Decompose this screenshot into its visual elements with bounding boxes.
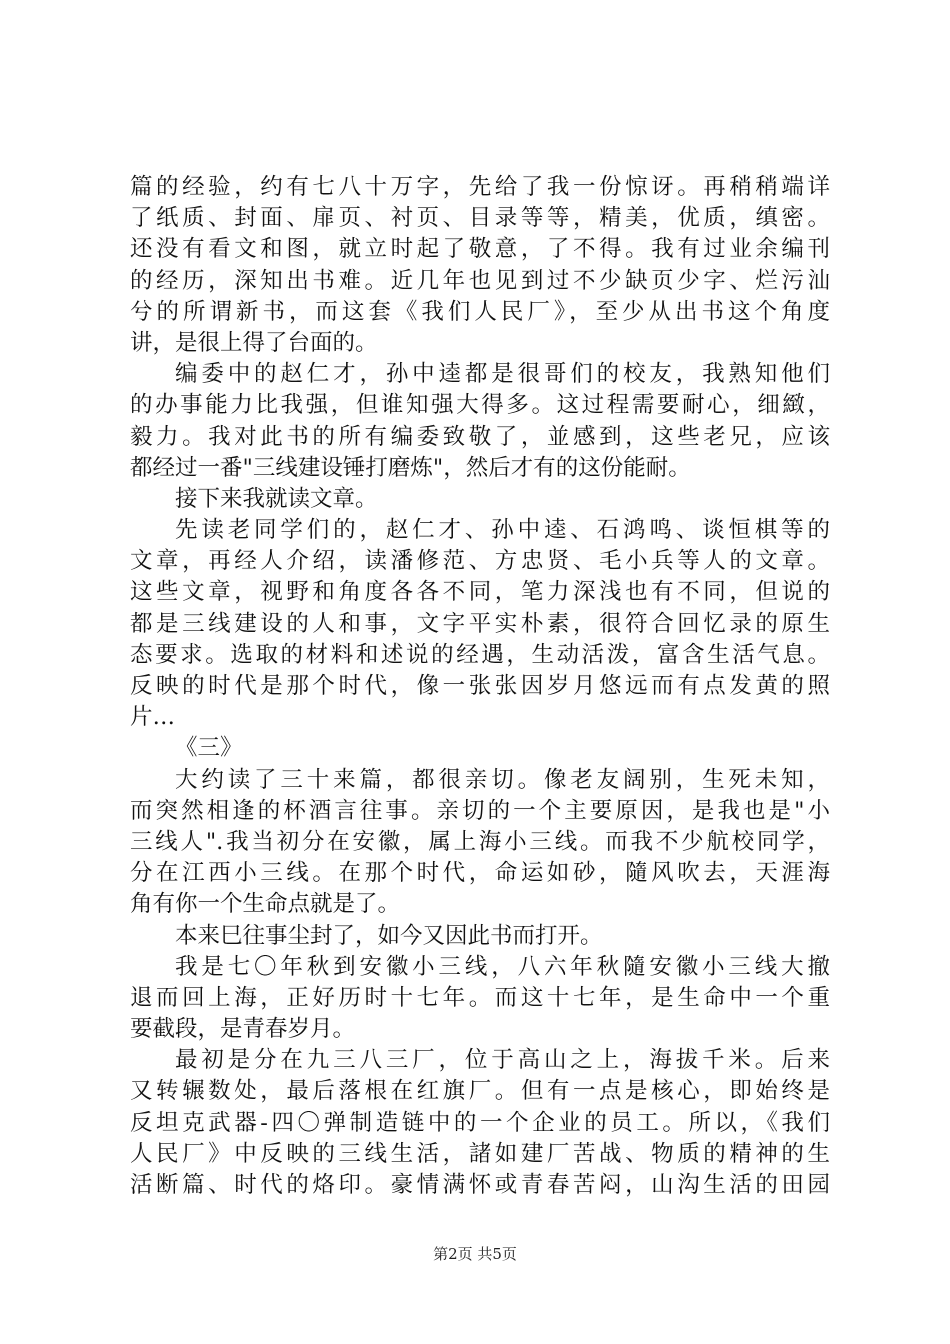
text-line: 还没有看文和图，就立时起了敬意，了不得。我有过业余编刊 (130, 236, 830, 263)
text-line: 又转辗数处，最后落根在红旗厂。但有一点是核心，即始终是 (130, 1078, 830, 1105)
text-line: 文章，再经人介绍，读潘修范、方忠贤、毛小兵等人的文章。 (130, 548, 830, 575)
text-line: 大约读了三十来篇，都很亲切。像老友阔别，生死未知， (175, 766, 830, 793)
text-line: 编委中的赵仁才，孙中逵都是很哥们的校友，我熟知他们 (175, 361, 830, 388)
text-line: 都是三线建设的人和事，文字平实朴素，很符合回忆录的原生 (130, 610, 830, 637)
text-line: 《三》 (175, 735, 243, 762)
text-line: 态要求。选取的材料和述说的经遇，生动活泼，富含生活气息。 (130, 641, 830, 668)
text-line: 篇的经验，约有七八十万字，先给了我一份惊讶。再稍稍端详 (130, 174, 830, 200)
page-footer: 第2页 共5页 (433, 1245, 517, 1263)
text-line: 兮的所谓新书，而这套《我们人民厂》，至少从出书这个角度 (130, 298, 830, 325)
text-line: 我是七〇年秋到安徽小三线，八六年秋隨安徽小三线大撤 (175, 953, 830, 980)
text-line: 讲，是很上得了台面的。 (130, 329, 378, 356)
body-text (130, 172, 830, 1201)
text-line: 片… (130, 704, 176, 731)
text-line: 毅力。我对此书的所有编委致敬了，並感到，这些老兄，应该 (130, 423, 830, 450)
text-line: 人民厂》中反映的三线生活，諸如建厂苦战、物质的精神的生 (130, 1140, 830, 1167)
text-line: 角有你一个生命点就是了。 (130, 891, 401, 918)
text-line: 了纸质、封面、扉页、衬页、目录等等，精美，优质，缜密。 (130, 205, 830, 232)
text-line: 都经过一番"三线建设锤打磨炼"，然后才有的这份能耐。 (130, 454, 691, 481)
text-line: 先读老同学们的，赵仁才、孙中逵、石鸿鸣、谈恒棋等的 (175, 517, 830, 544)
text-line: 的办事能力比我强，但谁知强大得多。这过程需要耐心，细緻， (130, 392, 830, 419)
text-line: 反坦克武器-四〇弹制造链中的一个企业的员工。所以，《我们 (130, 1109, 830, 1136)
text-line: 而突然相逢的杯酒言往事。亲切的一个主要原因，是我也是"小 (130, 797, 830, 824)
text-line: 本来巳往事尘封了，如今又因此书而打开。 (175, 922, 603, 949)
text-line: 接下来我就读文章。 (175, 485, 378, 512)
text-line: 这些文章，视野和角度各各不同，笔力深浅也有不同，但说的 (130, 579, 830, 606)
text-line: 反映的时代是那个时代，像一张张因岁月悠远而有点发黄的照 (130, 673, 830, 699)
text-line: 的经历，深知出书难。近几年也见到过不少缺页少字、烂污汕 (130, 267, 830, 294)
text-line: 最初是分在九三八三厂，位于高山之上，海拔千米。后来 (175, 1047, 830, 1074)
text-line: 三线人".我当初分在安徽，属上海小三线。而我不少航校同学， (130, 828, 830, 855)
text-line: 活断篇、时代的烙印。豪情满怀或青春苦闷，山沟生活的田园 (130, 1172, 830, 1198)
text-line: 退而回上海，正好历时十七年。而这十七年，是生命中一个重 (130, 984, 830, 1011)
text-line: 分在江西小三线。在那个时代，命运如砂，隨风吹去，天涯海 (130, 860, 830, 887)
text-line: 要截段，是青春岁月。 (130, 1016, 356, 1043)
